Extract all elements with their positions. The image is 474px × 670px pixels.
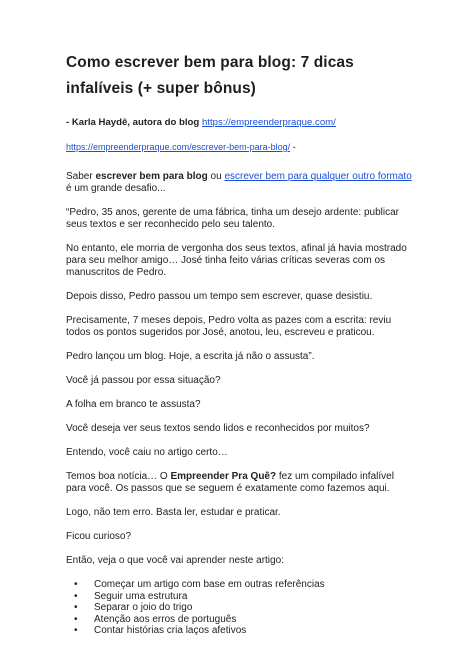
list-item: • Atenção aos erros de português (94, 614, 414, 626)
closing-line-1: Logo, não tem erro. Basta ler, estudar e praticar. (66, 507, 281, 518)
author-line (66, 116, 414, 129)
intro-text-mid: ou (207, 171, 225, 182)
list-item: • Seguir uma estrutura (94, 591, 414, 603)
list-item: • Começar um artigo com base em outras referências (94, 579, 414, 591)
story-paragraph-4: Precisamente, 7 meses depois, Pedro volta as pazes com a escrita: reviu todos os pontos sugeridos por José, anotou, leu, escreveu e praticou. (66, 315, 392, 338)
intro-paragraph (66, 171, 414, 195)
source-suffix: - (290, 142, 296, 152)
intro-link[interactable]: escrever bem para qualquer outro formato (224, 171, 412, 182)
author-credit: - Karla Haydê, autora do blog (66, 117, 200, 128)
intro-text-start: Saber (66, 171, 96, 182)
list-item: • Separar o joio do trigo (94, 602, 414, 614)
news-paragraph (66, 471, 414, 495)
brand-name: Empreender Pra Quê? (170, 471, 277, 482)
closing-line-3: Então, veja o que você vai aprender neste artigo: (66, 555, 284, 566)
article-source-link[interactable]: https://empreenderpraque.com/escrever-bem-para-blog/ (66, 142, 291, 152)
intro-bold-phrase: escrever bem para blog (95, 171, 208, 182)
intro-text-end: é um grande desafio... (66, 183, 166, 194)
source-line (66, 141, 414, 153)
article-title: Como escrever bem para blog: 7 dicas infalíveis (+ super bônus) (66, 54, 354, 97)
question-2: A folha em branco te assusta? (66, 399, 201, 410)
list-item: • Contar histórias cria laços afetivos (94, 625, 414, 637)
story-paragraph-3: Depois disso, Pedro passou um tempo sem escrever, quase desistiu. (66, 291, 373, 302)
news-text-end: fez um compilado infalível para você. Os passos que se seguem é exatamente como fazemos aqui. (66, 471, 394, 494)
article-hook: Entendo, você caiu no artigo certo… (66, 447, 228, 458)
closing-line-2: Ficou curioso? (66, 531, 132, 542)
topics-list (66, 579, 414, 637)
blog-link[interactable]: https://empreenderpraque.com/ (201, 117, 336, 128)
question-3: Você deseja ver seus textos sendo lidos e reconhecidos por muitos? (66, 423, 370, 434)
story-paragraph-2: No entanto, ele morria de vergonha dos seus textos, afinal já havia mostrado para seu melhor amigo… José tinha feito várias críticas severas com os manuscritos de Pedro. (66, 243, 407, 278)
story-paragraph-1: “Pedro, 35 anos, gerente de uma fábrica, tinha um desejo ardente: publicar seus textos e ser reconhecido pelo seu talento. (66, 207, 399, 230)
story-paragraph-5: Pedro lançou um blog. Hoje, a escrita já não o assusta”. (66, 351, 315, 362)
question-1: Você já passou por essa situação? (66, 375, 221, 386)
news-text-start: Temos boa notícia… O (66, 471, 171, 482)
